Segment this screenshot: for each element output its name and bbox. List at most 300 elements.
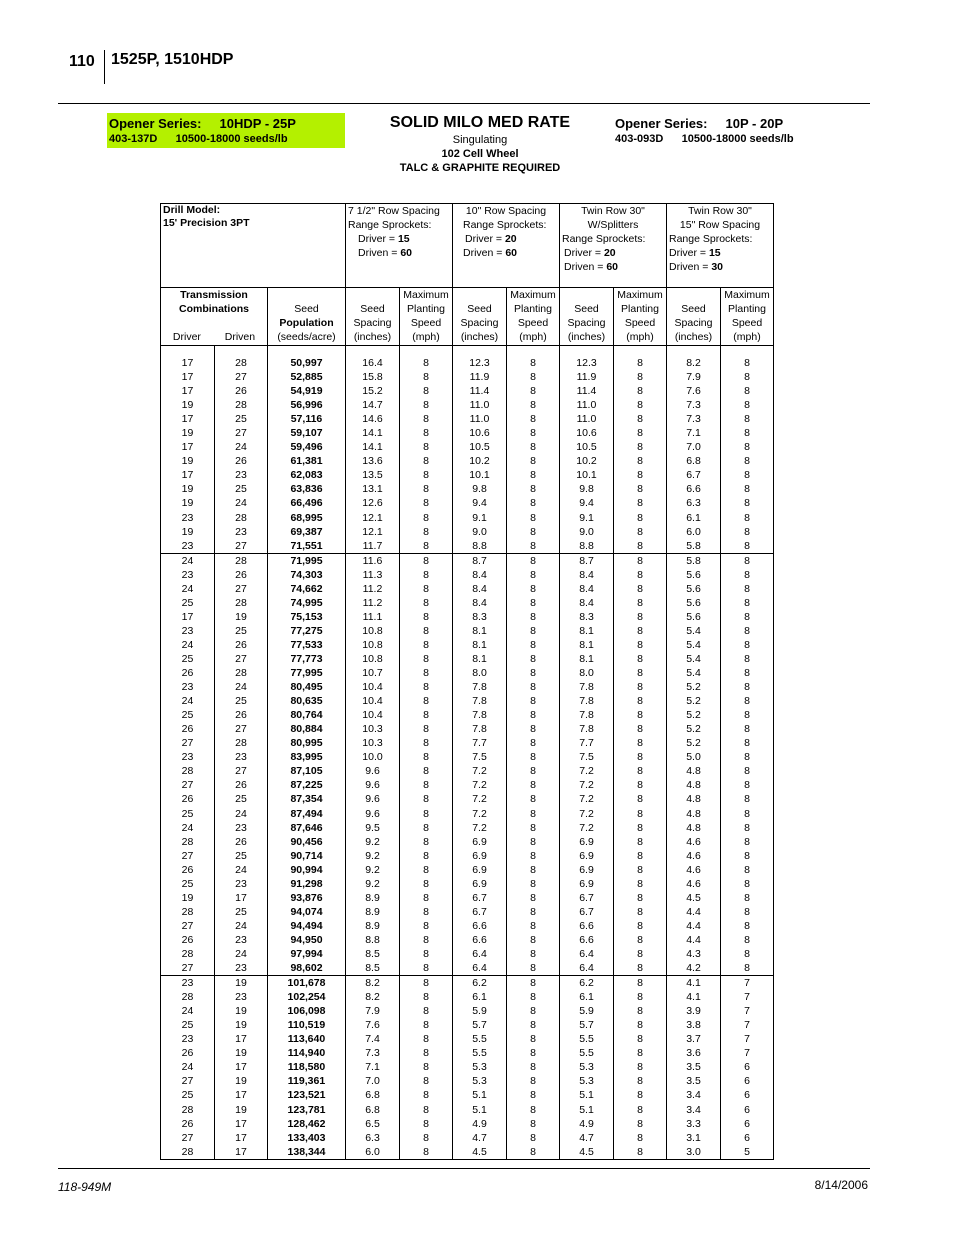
speed-10-in-cell: 8 <box>507 1145 560 1160</box>
driver-sprocket-cell: 19 <box>161 454 215 468</box>
speed-twin-splitters-cell: 8 <box>614 919 667 933</box>
spacing-twin-splitters-cell: 7.8 <box>560 680 614 694</box>
driven-sprocket-cell: 17 <box>215 1088 268 1102</box>
spacing-title: 7 1/2" Row Spacing <box>348 205 440 217</box>
speed-10-in-cell: 8 <box>507 1102 560 1116</box>
spacing-twin-splitters-cell: 9.0 <box>560 525 614 539</box>
driver-sprocket-cell: 23 <box>161 539 215 554</box>
speed-10-in-cell: 8 <box>507 496 560 510</box>
spacing-twin-splitters-cell: 8.4 <box>560 596 614 610</box>
speed-7-5-in-cell: 8 <box>400 1145 453 1160</box>
speed-7-5-in-cell: 8 <box>400 722 453 736</box>
spacing-twin-15-in-cell: 4.6 <box>667 835 721 849</box>
spacing-10-in-cell: 6.4 <box>453 947 507 961</box>
driver-driven-headers <box>161 330 267 344</box>
table-row <box>161 1145 774 1160</box>
spacing-twin-15-in-cell: 3.7 <box>667 1032 721 1046</box>
speed-7-5-in-cell: 8 <box>400 849 453 863</box>
speed-7-5-in-cell: 8 <box>400 412 453 426</box>
speed-twin-splitters-cell: 8 <box>614 384 667 398</box>
spacing-twin-15-in-cell: 5.2 <box>667 722 721 736</box>
driver-sprocket-cell: 23 <box>161 624 215 638</box>
spacing-10-in-cell: 5.7 <box>453 1018 507 1032</box>
speed-10-in-cell: 8 <box>507 596 560 610</box>
seed-population-cell: 59,496 <box>268 440 346 454</box>
drill-model-cell <box>161 204 346 288</box>
spacing-header-line: (inches) <box>567 331 606 343</box>
speed-twin-splitters-cell: 8 <box>614 370 667 384</box>
driver-sprocket-cell: 17 <box>161 440 215 454</box>
driver-sprocket-cell: 24 <box>161 821 215 835</box>
spacing-twin-15-in-cell: 7.9 <box>667 370 721 384</box>
spacing-twin-splitters-cell: 10.5 <box>560 440 614 454</box>
spacing-twin-15-in-cell: 3.3 <box>667 1117 721 1131</box>
seed-population-cell: 54,919 <box>268 384 346 398</box>
speed-twin-15-in-cell: 8 <box>721 708 774 722</box>
seed-population-cell: 90,714 <box>268 849 346 863</box>
driven-sprocket-cell: 25 <box>215 792 268 806</box>
spacing-col-header <box>560 288 614 346</box>
spacing-twin-15-in-cell: 4.4 <box>667 933 721 947</box>
spacing-twin-splitters-cell: 9.8 <box>560 482 614 496</box>
spacing-twin-15-in-cell: 5.6 <box>667 582 721 596</box>
speed-twin-15-in-cell: 8 <box>721 849 774 863</box>
speed-twin-15-in-cell: 8 <box>721 511 774 525</box>
speed-twin-15-in-cell: 8 <box>721 919 774 933</box>
speed-7-5-in-cell: 8 <box>400 596 453 610</box>
range-sprockets-label: Range Sprockets: <box>562 233 646 245</box>
spacing-10-in-cell: 12.3 <box>453 356 507 370</box>
speed-twin-splitters-cell: 8 <box>614 990 667 1004</box>
driver-sprocket-cell: 28 <box>161 835 215 849</box>
table-row <box>161 454 774 468</box>
speed-twin-15-in-cell: 8 <box>721 863 774 877</box>
spacing-twin-splitters-cell: 8.3 <box>560 610 614 624</box>
driven-line <box>669 260 771 274</box>
seed-population-cell: 123,521 <box>268 1088 346 1102</box>
driver-sprocket-cell: 28 <box>161 990 215 1004</box>
spacing-10-in-cell: 8.0 <box>453 666 507 680</box>
speed-twin-splitters-cell: 8 <box>614 468 667 482</box>
speed-7-5-in-cell: 8 <box>400 990 453 1004</box>
driven-sprocket-cell: 27 <box>215 652 268 666</box>
speed-7-5-in-cell: 8 <box>400 708 453 722</box>
spacing-7-5-in-cell: 9.2 <box>346 835 400 849</box>
spacing-twin-15-in-cell: 6.1 <box>667 511 721 525</box>
spacing-header-2 <box>453 204 560 288</box>
spacing-10-in-cell: 6.9 <box>453 863 507 877</box>
driven-sprocket-cell: 26 <box>215 638 268 652</box>
speed-twin-15-in-cell: 8 <box>721 440 774 454</box>
spacing-7-5-in-cell: 8.2 <box>346 990 400 1004</box>
table-row <box>161 807 774 821</box>
driven-sprocket-cell: 23 <box>215 877 268 891</box>
speed-10-in-cell: 8 <box>507 708 560 722</box>
speed-7-5-in-cell: 8 <box>400 680 453 694</box>
speed-twin-15-in-cell: 7 <box>721 1018 774 1032</box>
opener-series-right-part: 403-093D 10500-18000 seeds/lb <box>615 133 794 145</box>
spacing-twin-splitters-cell: 11.0 <box>560 398 614 412</box>
spacing-7-5-in-cell: 10.0 <box>346 750 400 764</box>
speed-twin-15-in-cell: 8 <box>721 610 774 624</box>
speed-7-5-in-cell: 8 <box>400 666 453 680</box>
driver-sprocket-cell: 25 <box>161 807 215 821</box>
spacing-twin-15-in-cell: 4.8 <box>667 778 721 792</box>
spacing-7-5-in-cell: 7.9 <box>346 1004 400 1018</box>
speed-7-5-in-cell: 8 <box>400 1117 453 1131</box>
speed-7-5-in-cell: 8 <box>400 610 453 624</box>
driver-sprocket-cell: 19 <box>161 891 215 905</box>
spacing-twin-splitters-cell: 8.4 <box>560 582 614 596</box>
spacing-twin-splitters-cell: 5.3 <box>560 1074 614 1088</box>
spacing-twin-15-in-cell: 4.1 <box>667 990 721 1004</box>
spacing-header-1 <box>346 204 453 288</box>
driven-sprocket-cell: 24 <box>215 680 268 694</box>
speed-10-in-cell: 8 <box>507 849 560 863</box>
driven-value: 60 <box>606 261 618 273</box>
table-row <box>161 412 774 426</box>
spacing-twin-15-in-cell: 3.5 <box>667 1060 721 1074</box>
spacing-twin-15-in-cell: 4.4 <box>667 919 721 933</box>
spacing-10-in-cell: 4.5 <box>453 1145 507 1160</box>
spacing-7-5-in-cell: 13.1 <box>346 482 400 496</box>
table-row <box>161 398 774 412</box>
speed-10-in-cell: 8 <box>507 511 560 525</box>
spacing-twin-splitters-cell: 4.9 <box>560 1117 614 1131</box>
spacing-twin-splitters-cell: 7.7 <box>560 736 614 750</box>
speed-twin-splitters-cell: 8 <box>614 482 667 496</box>
seed-population-cell: 102,254 <box>268 990 346 1004</box>
speed-twin-15-in-cell: 8 <box>721 905 774 919</box>
speed-twin-splitters-cell: 8 <box>614 1018 667 1032</box>
driven-sprocket-cell: 25 <box>215 624 268 638</box>
speed-7-5-in-cell: 8 <box>400 1131 453 1145</box>
spacing-twin-splitters-cell: 11.0 <box>560 412 614 426</box>
spacing-header-line: Seed <box>467 303 492 315</box>
spacing-10-in-cell: 4.7 <box>453 1131 507 1145</box>
spacing-10-in-cell: 6.7 <box>453 905 507 919</box>
speed-twin-15-in-cell: 6 <box>721 1088 774 1102</box>
spacing-header-line: Seed <box>360 303 385 315</box>
spacing-header-line: Spacing <box>674 317 713 329</box>
speed-twin-15-in-cell: 8 <box>721 568 774 582</box>
table-row <box>161 933 774 947</box>
speed-twin-splitters-cell: 8 <box>614 835 667 849</box>
driver-sprocket-cell: 26 <box>161 666 215 680</box>
seed-population-cell: 90,994 <box>268 863 346 877</box>
driven-sprocket-cell: 28 <box>215 553 268 568</box>
driver-sprocket-cell: 27 <box>161 778 215 792</box>
table-row <box>161 553 774 568</box>
spacing-7-5-in-cell: 9.2 <box>346 877 400 891</box>
spacing-twin-splitters-cell: 5.1 <box>560 1102 614 1116</box>
spacing-twin-splitters-cell: 8.4 <box>560 568 614 582</box>
seed-population-cell: 74,662 <box>268 582 346 596</box>
driven-sprocket-cell: 26 <box>215 568 268 582</box>
driven-sprocket-cell: 28 <box>215 356 268 370</box>
driver-sprocket-cell: 28 <box>161 1102 215 1116</box>
spacing-10-in-cell: 8.1 <box>453 624 507 638</box>
speed-twin-15-in-cell: 8 <box>721 638 774 652</box>
speed-10-in-cell: 8 <box>507 722 560 736</box>
table-row <box>161 582 774 596</box>
spacing-twin-15-in-cell: 7.3 <box>667 412 721 426</box>
spacing-10-in-cell: 4.9 <box>453 1117 507 1131</box>
speed-twin-15-in-cell: 8 <box>721 624 774 638</box>
spacing-10-in-cell: 10.6 <box>453 426 507 440</box>
driven-value: 30 <box>711 261 723 273</box>
spacing-twin-15-in-cell: 3.5 <box>667 1074 721 1088</box>
spacing-title: Twin Row 30" <box>688 205 752 217</box>
table-row <box>161 863 774 877</box>
speed-twin-splitters-cell: 8 <box>614 1117 667 1131</box>
driven-sprocket-cell: 19 <box>215 1004 268 1018</box>
speed-twin-splitters-cell: 8 <box>614 356 667 370</box>
driven-sprocket-cell: 24 <box>215 807 268 821</box>
spacing-10-in-cell: 8.4 <box>453 568 507 582</box>
driven-header: Driven <box>224 331 256 343</box>
spacing-7-5-in-cell: 14.1 <box>346 440 400 454</box>
spacing-7-5-in-cell: 12.1 <box>346 511 400 525</box>
driver-sprocket-cell: 19 <box>161 482 215 496</box>
driven-sprocket-cell: 19 <box>215 1018 268 1032</box>
speed-10-in-cell: 8 <box>507 454 560 468</box>
speed-10-in-cell: 8 <box>507 919 560 933</box>
spacing-10-in-cell: 9.0 <box>453 525 507 539</box>
seed-population-cell: 93,876 <box>268 891 346 905</box>
table-row <box>161 666 774 680</box>
speed-header-line: Planting <box>621 303 659 315</box>
spacing-twin-splitters-cell: 6.1 <box>560 990 614 1004</box>
driven-label: Driven = <box>669 261 712 273</box>
speed-10-in-cell: 8 <box>507 356 560 370</box>
speed-7-5-in-cell: 8 <box>400 482 453 496</box>
spacing-7-5-in-cell: 15.8 <box>346 370 400 384</box>
spacing-7-5-in-cell: 10.4 <box>346 680 400 694</box>
speed-header-line: Maximum <box>724 289 770 301</box>
range-sprockets-label: Range Sprockets: <box>669 233 753 245</box>
speed-7-5-in-cell: 8 <box>400 1102 453 1116</box>
seed-population-cell: 74,995 <box>268 596 346 610</box>
seed-population-cell: 94,950 <box>268 933 346 947</box>
header-gap-row <box>161 346 774 357</box>
speed-twin-splitters-cell: 8 <box>614 750 667 764</box>
speed-10-in-cell: 8 <box>507 694 560 708</box>
driver-sprocket-cell: 23 <box>161 1032 215 1046</box>
speed-twin-splitters-cell: 8 <box>614 426 667 440</box>
table-row <box>161 708 774 722</box>
speed-twin-splitters-cell: 8 <box>614 553 667 568</box>
opener-series-left-part: 403-137D 10500-18000 seeds/lb <box>109 133 288 145</box>
speed-twin-15-in-cell: 8 <box>721 553 774 568</box>
table-row <box>161 722 774 736</box>
speed-7-5-in-cell: 8 <box>400 553 453 568</box>
seed-population-cell: 66,496 <box>268 496 346 510</box>
spacing-twin-15-in-cell: 5.2 <box>667 680 721 694</box>
driven-sprocket-cell: 17 <box>215 1117 268 1131</box>
table-row <box>161 947 774 961</box>
spacing-twin-splitters-cell: 7.5 <box>560 750 614 764</box>
speed-10-in-cell: 8 <box>507 1032 560 1046</box>
speed-twin-splitters-cell: 8 <box>614 1131 667 1145</box>
spacing-twin-splitters-cell: 6.7 <box>560 905 614 919</box>
speed-7-5-in-cell: 8 <box>400 468 453 482</box>
spacing-subtitle: W/Splitters <box>587 219 639 231</box>
speed-10-in-cell: 8 <box>507 750 560 764</box>
table-row <box>161 694 774 708</box>
table-row <box>161 1032 774 1046</box>
speed-twin-15-in-cell: 8 <box>721 722 774 736</box>
speed-10-in-cell: 8 <box>507 1060 560 1074</box>
speed-7-5-in-cell: 8 <box>400 764 453 778</box>
spacing-7-5-in-cell: 16.4 <box>346 356 400 370</box>
spacing-header-4 <box>667 204 774 288</box>
spacing-twin-splitters-cell: 4.5 <box>560 1145 614 1160</box>
speed-10-in-cell: 8 <box>507 426 560 440</box>
driver-sprocket-cell: 25 <box>161 708 215 722</box>
spacing-10-in-cell: 11.0 <box>453 412 507 426</box>
spacing-10-in-cell: 7.2 <box>453 778 507 792</box>
speed-7-5-in-cell: 8 <box>400 947 453 961</box>
spacing-twin-splitters-cell: 6.7 <box>560 891 614 905</box>
driven-sprocket-cell: 23 <box>215 933 268 947</box>
spacing-7-5-in-cell: 11.1 <box>346 610 400 624</box>
speed-twin-15-in-cell: 8 <box>721 821 774 835</box>
driver-value: 15 <box>397 233 410 245</box>
spacing-10-in-cell: 6.6 <box>453 933 507 947</box>
spacing-twin-15-in-cell: 7.6 <box>667 384 721 398</box>
spacing-twin-splitters-cell: 9.4 <box>560 496 614 510</box>
transmission-label-2: Combinations <box>179 303 249 315</box>
spacing-twin-splitters-cell: 6.6 <box>560 933 614 947</box>
driven-sprocket-cell: 25 <box>215 482 268 496</box>
driver-sprocket-cell: 27 <box>161 919 215 933</box>
table-row <box>161 384 774 398</box>
spacing-7-5-in-cell: 8.9 <box>346 891 400 905</box>
spacing-twin-15-in-cell: 4.6 <box>667 849 721 863</box>
driven-sprocket-cell: 25 <box>215 849 268 863</box>
spacing-header-line: (inches) <box>460 331 499 343</box>
spacing-twin-splitters-cell: 5.5 <box>560 1032 614 1046</box>
speed-twin-splitters-cell: 8 <box>614 412 667 426</box>
spacing-10-in-cell: 11.0 <box>453 398 507 412</box>
speed-twin-15-in-cell: 6 <box>721 1102 774 1116</box>
speed-10-in-cell: 8 <box>507 877 560 891</box>
table-top-header <box>161 204 774 288</box>
speed-twin-15-in-cell: 8 <box>721 539 774 554</box>
speed-twin-splitters-cell: 8 <box>614 849 667 863</box>
speed-10-in-cell: 8 <box>507 891 560 905</box>
speed-10-in-cell: 8 <box>507 370 560 384</box>
speed-twin-15-in-cell: 8 <box>721 398 774 412</box>
seed-population-cell: 61,381 <box>268 454 346 468</box>
driven-sprocket-cell: 19 <box>215 1074 268 1088</box>
driver-line <box>455 232 557 246</box>
spacing-7-5-in-cell: 7.1 <box>346 1060 400 1074</box>
driven-sprocket-cell: 26 <box>215 708 268 722</box>
spacing-twin-15-in-cell: 5.4 <box>667 666 721 680</box>
speed-10-in-cell: 8 <box>507 1131 560 1145</box>
driven-sprocket-cell: 23 <box>215 990 268 1004</box>
chart-heading <box>370 113 590 175</box>
opener-series-right-title: Opener Series: 10P - 20P <box>615 116 784 131</box>
speed-twin-15-in-cell: 8 <box>721 891 774 905</box>
spacing-7-5-in-cell: 10.4 <box>346 708 400 722</box>
speed-10-in-cell: 8 <box>507 384 560 398</box>
driver-value: 15 <box>708 247 721 259</box>
driven-sprocket-cell: 24 <box>215 440 268 454</box>
spacing-10-in-cell: 8.3 <box>453 610 507 624</box>
spacing-7-5-in-cell: 11.6 <box>346 553 400 568</box>
spacing-7-5-in-cell: 6.0 <box>346 1145 400 1160</box>
driven-sprocket-cell: 17 <box>215 1145 268 1160</box>
spacing-twin-15-in-cell: 3.8 <box>667 1018 721 1032</box>
speed-7-5-in-cell: 8 <box>400 652 453 666</box>
model-title: 1525P, 1510HDP <box>111 51 234 68</box>
spacing-twin-splitters-cell: 6.2 <box>560 976 614 991</box>
table-row <box>161 652 774 666</box>
speed-twin-splitters-cell: 8 <box>614 863 667 877</box>
speed-7-5-in-cell: 8 <box>400 525 453 539</box>
speed-twin-splitters-cell: 8 <box>614 525 667 539</box>
spacing-10-in-cell: 5.1 <box>453 1088 507 1102</box>
spacing-7-5-in-cell: 9.6 <box>346 807 400 821</box>
spacing-10-in-cell: 7.8 <box>453 680 507 694</box>
seed-population-cell: 128,462 <box>268 1117 346 1131</box>
spacing-twin-15-in-cell: 5.6 <box>667 610 721 624</box>
driven-line <box>562 260 664 274</box>
table-row <box>161 778 774 792</box>
spacing-header-line: Spacing <box>353 317 392 329</box>
speed-10-in-cell: 8 <box>507 680 560 694</box>
table-row <box>161 821 774 835</box>
spacing-10-in-cell: 8.8 <box>453 539 507 554</box>
seed-population-cell: 63,836 <box>268 482 346 496</box>
spacing-7-5-in-cell: 13.6 <box>346 454 400 468</box>
speed-header-line: Speed <box>410 317 442 329</box>
spacing-7-5-in-cell: 6.8 <box>346 1088 400 1102</box>
spacing-twin-15-in-cell: 5.6 <box>667 596 721 610</box>
speed-twin-15-in-cell: 8 <box>721 961 774 976</box>
table-row <box>161 426 774 440</box>
speed-twin-splitters-cell: 8 <box>614 947 667 961</box>
spacing-twin-15-in-cell: 5.2 <box>667 694 721 708</box>
spacing-twin-splitters-cell: 5.7 <box>560 1018 614 1032</box>
opener-series-right-box <box>615 116 795 148</box>
spacing-twin-splitters-cell: 6.9 <box>560 849 614 863</box>
speed-10-in-cell: 8 <box>507 1046 560 1060</box>
speed-10-in-cell: 8 <box>507 398 560 412</box>
seed-population-cell: 80,635 <box>268 694 346 708</box>
spacing-twin-15-in-cell: 4.5 <box>667 891 721 905</box>
speed-7-5-in-cell: 8 <box>400 511 453 525</box>
driver-sprocket-cell: 23 <box>161 568 215 582</box>
spacing-7-5-in-cell: 9.2 <box>346 863 400 877</box>
spacing-10-in-cell: 10.1 <box>453 468 507 482</box>
speed-twin-15-in-cell: 8 <box>721 652 774 666</box>
spacing-7-5-in-cell: 11.3 <box>346 568 400 582</box>
spacing-col-header <box>346 288 400 346</box>
speed-10-in-cell: 8 <box>507 764 560 778</box>
table-row <box>161 1018 774 1032</box>
speed-twin-15-in-cell: 8 <box>721 412 774 426</box>
spacing-twin-15-in-cell: 5.4 <box>667 624 721 638</box>
driven-sprocket-cell: 26 <box>215 835 268 849</box>
seed-population-cell: 119,361 <box>268 1074 346 1088</box>
table-row <box>161 1088 774 1102</box>
speed-10-in-cell: 8 <box>507 412 560 426</box>
driver-line <box>348 232 450 246</box>
